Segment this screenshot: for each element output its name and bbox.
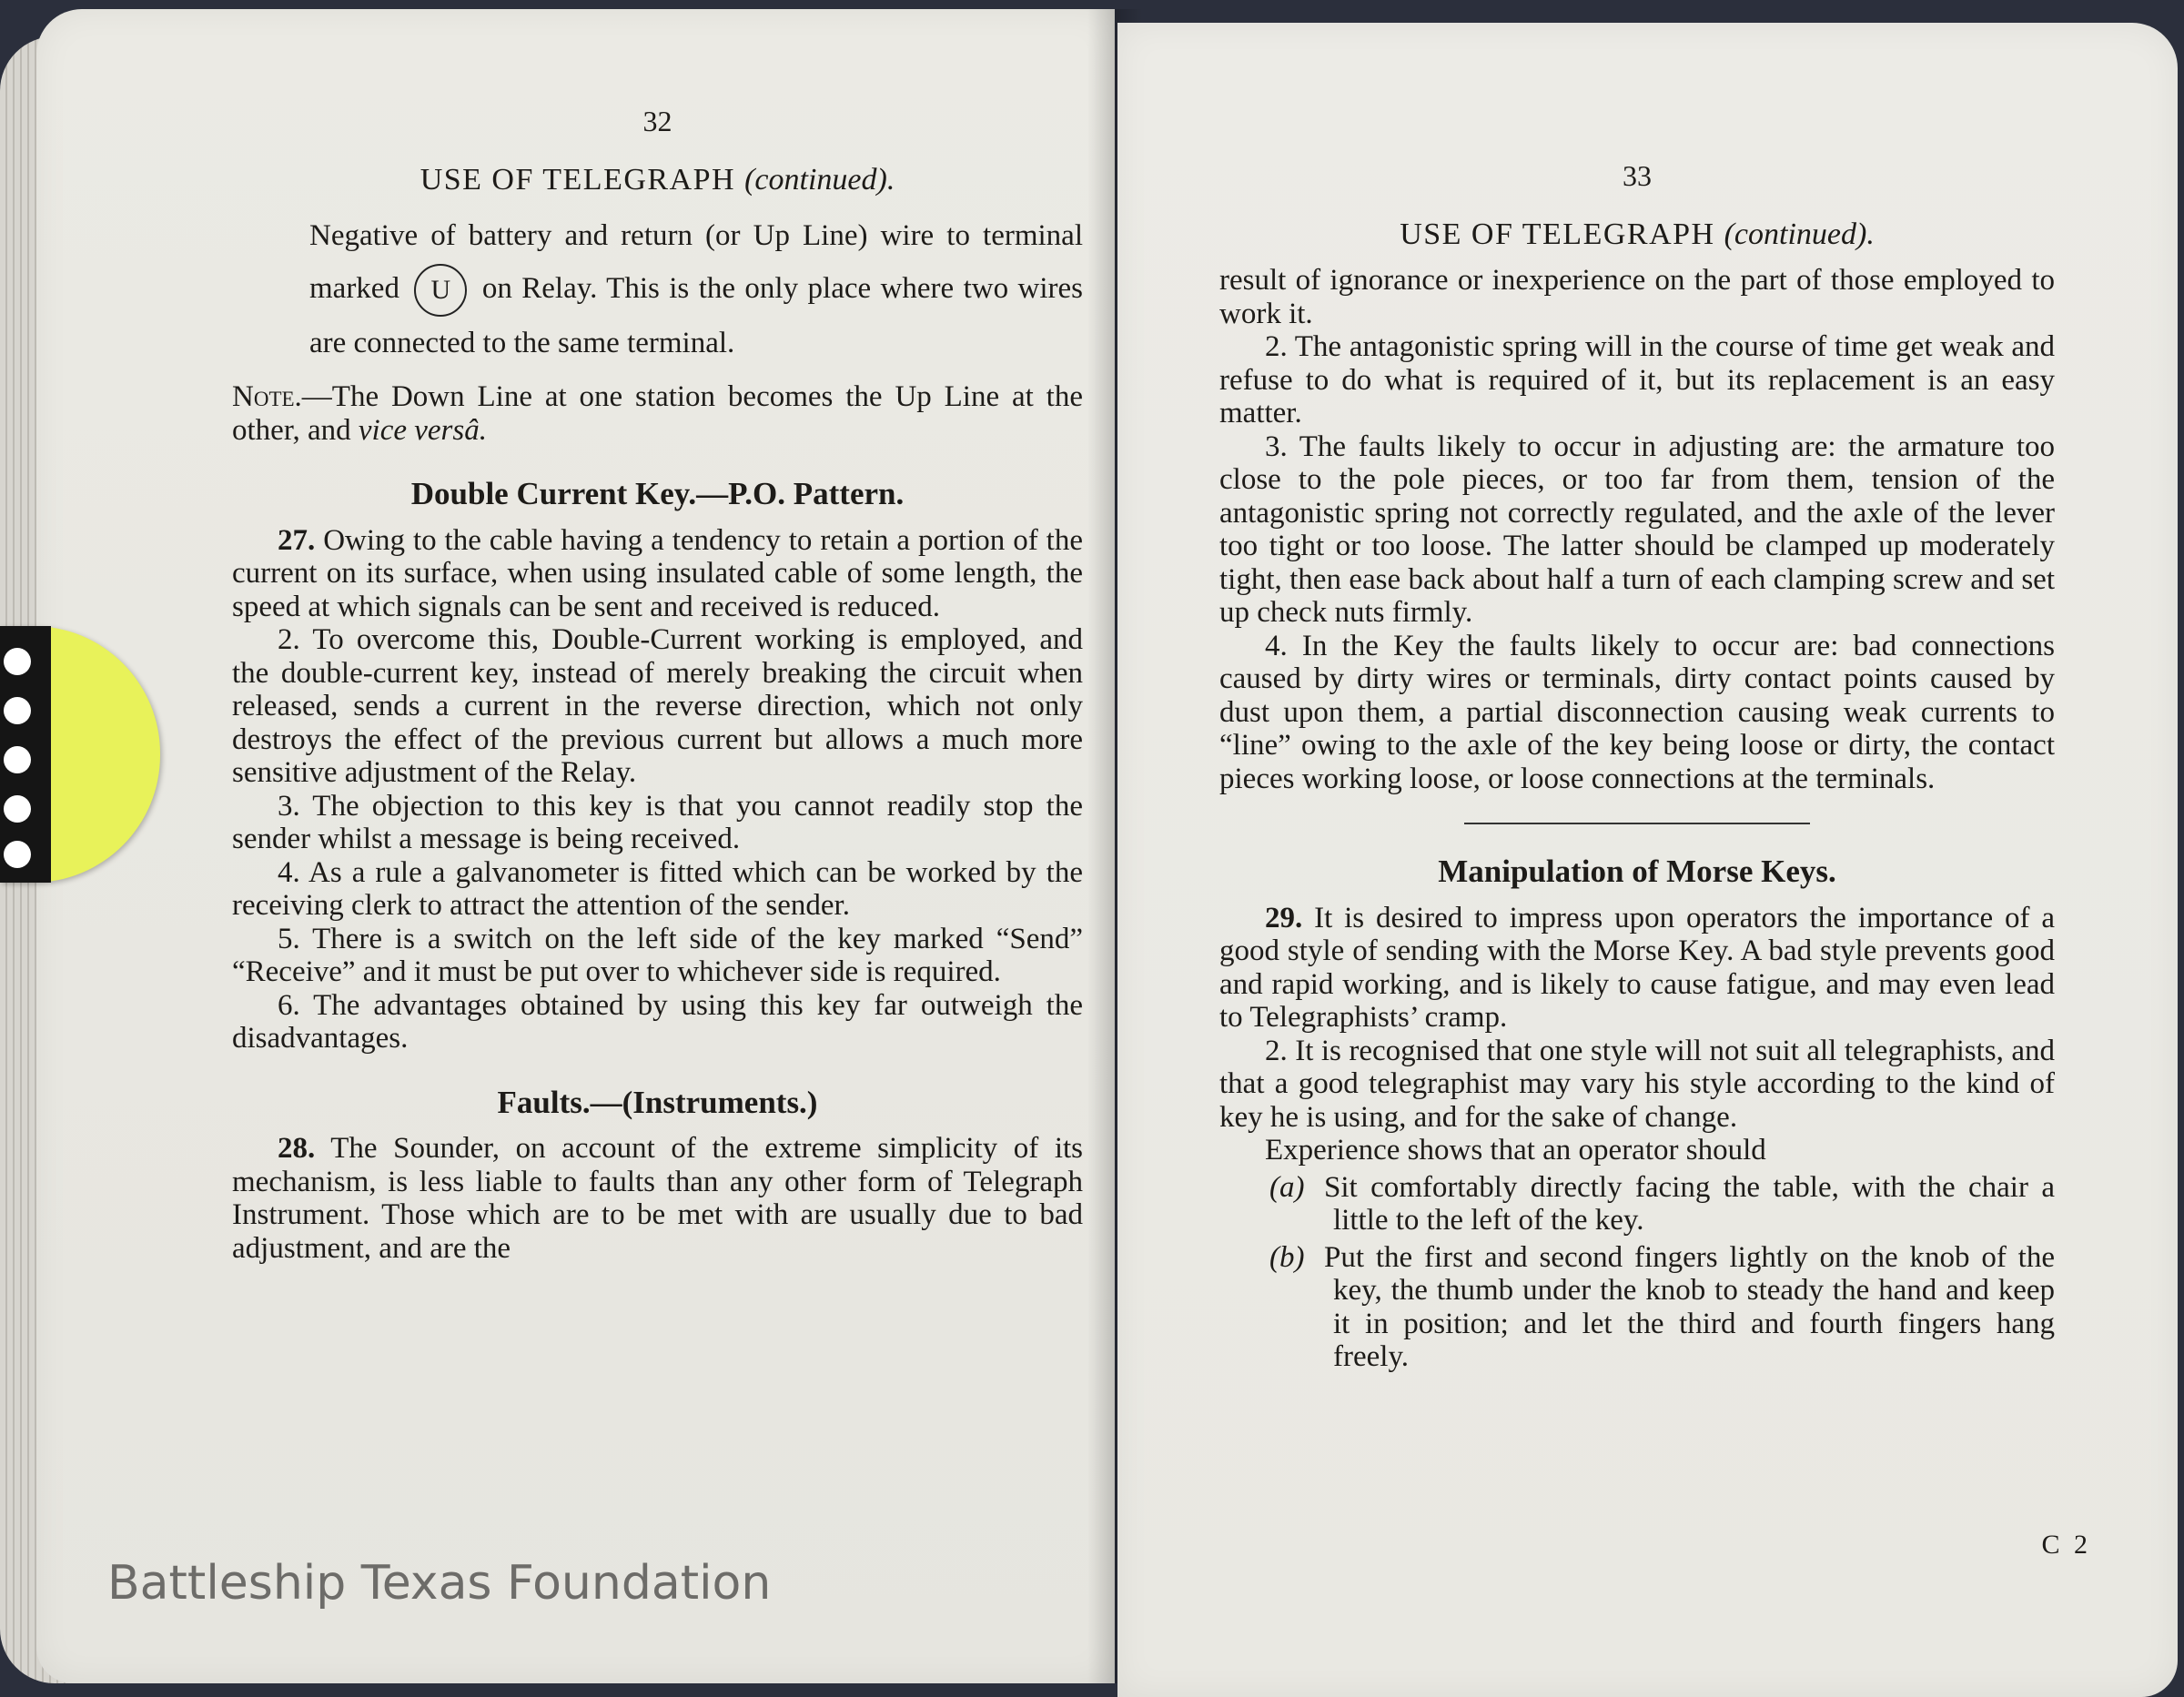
note-label: Note.: [232, 380, 302, 414]
title-main: USE OF TELEGRAPH: [420, 162, 736, 197]
list-item-a-text: Sit comfortably directly facing the table, with the chair a little to the left of the key.: [1324, 1170, 2055, 1237]
title-main: USE OF TELEGRAPH: [1400, 217, 1715, 251]
tab-strip: [0, 626, 51, 883]
left-page: [36, 9, 1115, 1683]
note-paragraph: [232, 380, 1083, 447]
watermark-text: Battleship Texas Foundation: [107, 1556, 772, 1611]
paragraph-27-2: 2. To overcome this, Double-Current working is employed, and the double-current key, instead of merely breaking the circuit when released, sends a current in the reverse direction, which not only destroys the effect of the previous current but allows a much more sensitive adjustment of the Relay.: [232, 623, 1083, 790]
list-item-a: [1219, 1171, 2055, 1237]
paragraph-28-text: The Sounder, on account of the extreme simplicity of its mechanism, is less liable to faults than any other form of Telegraph Instrument. Those which are to be met with are usually due to bad adjustment, and are the: [232, 1132, 1083, 1265]
paragraph-29-number: 29.: [1265, 901, 1303, 934]
paragraph-27-4: 4. As a rule a galvanometer is fitted which can be worked by the receiving clerk to attract the attention of the sender.: [232, 855, 1083, 923]
page-title-right: [1219, 218, 2055, 252]
signature-mark: C 2: [2041, 1530, 2091, 1560]
paragraph-28: [232, 1132, 1083, 1265]
paragraph-27-text: Owing to the cable having a tendency to retain a portion of the current on its surface, when using insulated cable of some length, the speed at which signals can be sent and received is reduced.: [232, 523, 1083, 623]
paragraph-28-3: 3. The faults likely to occur in adjusting are: the armature too close to the pole pieces, or too far from them, tension of the antagonistic spring not correctly regulated, and the axle of the lever too tight or too loose. The latter should be clamped up moderately tight, then ease back about half a turn of each clamping screw and set up check nuts firmly.: [1219, 429, 2055, 629]
paragraph-29-text: It is desired to impress upon operators the importance of a good style of sending with the Morse Key. A bad style prevents good and rapid working, and is likely to cause fatigue, and may even lead to Telegraphists’ cramp.: [1219, 901, 2055, 1034]
tab-dot: [4, 648, 31, 675]
heading-faults-instruments: Faults.—(Instruments.): [497, 1084, 818, 1120]
paragraph-28-number: 28.: [278, 1132, 316, 1166]
heading-morse-keys: Manipulation of Morse Keys.: [1438, 854, 1836, 889]
section-divider: [1464, 823, 1810, 824]
paragraph-29-3: Experience shows that an operator should: [1265, 1134, 1766, 1167]
paragraph-29-2: 2. It is recognised that one style will not suit all telegraphists, and that a good telegraphist may vary his style according to the kind of key he is using, and for the sake of change.: [1219, 1034, 2055, 1134]
paragraph-28-2: 2. The antagonistic spring will in the course of time get weak and refuse to do what is required of it, but its replacement is an easy matter.: [1219, 330, 2055, 429]
heading-double-current-key: Double Current Key.—P.O. Pattern.: [410, 476, 905, 512]
terminal-u-circle: U: [414, 264, 467, 317]
paragraph-27: [232, 524, 1083, 624]
page-number-right: 33: [1623, 159, 1652, 192]
page-number-left: 32: [642, 105, 672, 137]
paragraph-29: [1219, 902, 2055, 1035]
note-text: —The Down Line at one station becomes the Up Line at the other, and: [232, 380, 1083, 447]
list-item-a-label: (a): [1269, 1170, 1305, 1204]
list-item-b-text: Put the first and second fingers lightly on the knob of the key, the thumb under the knob to steady the hand and keep it in position; and let the third and fourth fingers hang freely.: [1324, 1240, 2055, 1373]
intro-paragraph: [232, 209, 1083, 369]
intro-text-1: Negative of battery and return (or Up Line) wire to terminal marked: [309, 219, 1083, 305]
paragraph-27-number: 27.: [278, 523, 316, 557]
list-item-b: [1219, 1241, 2055, 1374]
tab-dot: [4, 746, 31, 773]
continued-text: result of ignorance or inexperience on the part of those employed to work it.: [1219, 264, 2055, 330]
tab-dot: [4, 795, 31, 823]
list-item-b-label: (b): [1269, 1240, 1305, 1274]
intro-text-2: on Relay. This is the only place where two wires are connected to the same terminal.: [309, 272, 1084, 360]
title-continued: (continued).: [744, 162, 895, 197]
left-page-text: [232, 105, 1083, 1265]
note-italic: vice versâ.: [358, 413, 487, 447]
right-page: [1117, 23, 2178, 1697]
paragraph-27-6: 6. The advantages obtained by using this key far outweigh the disadvantages.: [232, 988, 1083, 1056]
paragraph-27-3: 3. The objection to this key is that you cannot readily stop the sender whilst a message is being received.: [232, 789, 1083, 856]
right-page-text: [1219, 159, 2055, 1374]
paragraph-28-4: 4. In the Key the faults likely to occur are: bad connections caused by dirty wires or terminals, dirty contact points caused by dust upon them, a partial disconnection causing weak currents to “line” owing to the axle of the key being loose or dirty, the contact pieces working loose, or loose connections at the terminals.: [1219, 629, 2055, 795]
tab-dot: [4, 841, 31, 868]
tab-dot: [4, 697, 31, 724]
title-continued: (continued).: [1724, 217, 1875, 251]
paragraph-27-5: 5. There is a switch on the left side of the key marked “Send” “Receive” and it must be put over to whichever side is required.: [232, 922, 1083, 989]
page-title-left: [232, 164, 1083, 197]
